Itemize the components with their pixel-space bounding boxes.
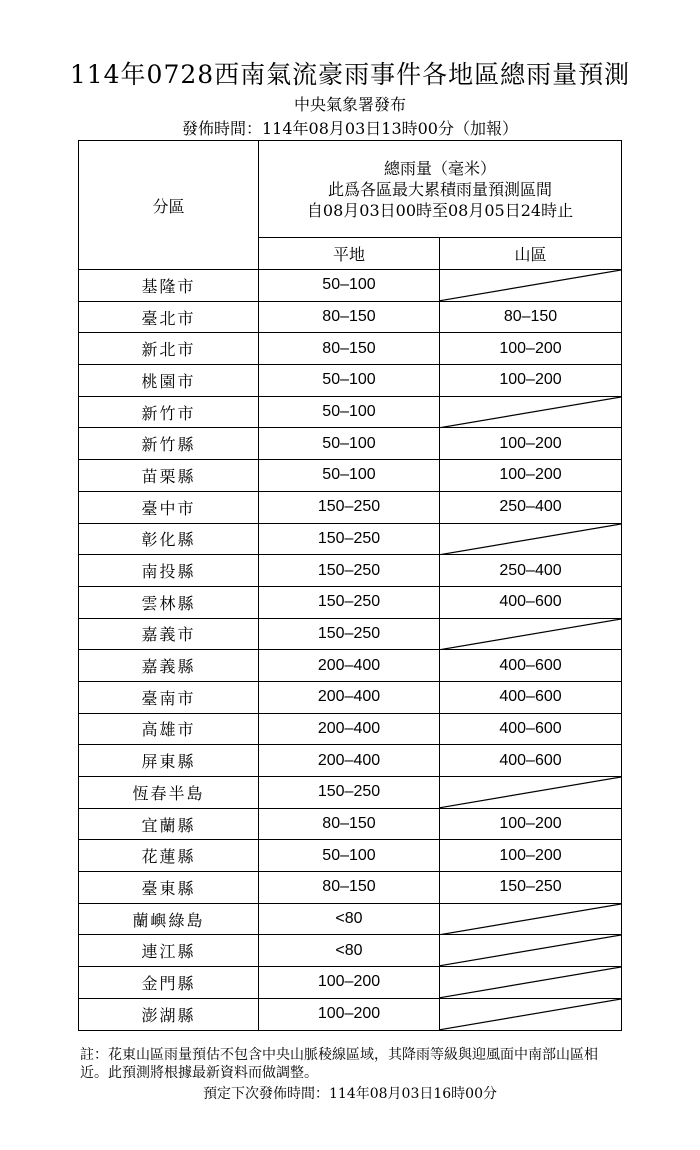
header-region: 分區 — [79, 141, 259, 270]
table-row — [79, 808, 622, 840]
diagonal-slash-icon — [440, 935, 621, 966]
mountain-rainfall-cell: 400–600 — [440, 586, 622, 618]
rainfall-table — [78, 140, 622, 1031]
plain-rainfall-cell: 150–250 — [259, 491, 440, 523]
header-total-rainfall — [259, 141, 622, 238]
mountain-rainfall-cell: 150–250 — [440, 872, 622, 904]
header-total-line2: 此爲各區最大累積雨量預測區間 — [328, 179, 553, 199]
table-row — [79, 586, 622, 618]
mountain-not-applicable-cell — [440, 903, 622, 935]
mountain-not-applicable-cell — [440, 396, 622, 428]
plain-rainfall-cell: 100–200 — [259, 967, 440, 999]
table-row — [79, 491, 622, 523]
region-cell: 臺東縣 — [79, 872, 259, 904]
plain-rainfall-cell: 150–250 — [259, 523, 440, 555]
region-cell: 臺北市 — [79, 301, 259, 333]
region-cell: 南投縣 — [79, 555, 259, 587]
region-cell: 桃園市 — [79, 365, 259, 397]
region-cell: 金門縣 — [79, 967, 259, 999]
mountain-rainfall-cell: 100–200 — [440, 333, 622, 365]
mountain-rainfall-cell: 400–600 — [440, 681, 622, 713]
page-title: 114年0728西南氣流豪雨事件各地區總雨量預測 — [69, 60, 631, 89]
diagonal-slash-icon — [440, 397, 621, 428]
table-row — [79, 903, 622, 935]
region-cell: 宜蘭縣 — [79, 808, 259, 840]
plain-rainfall-cell: 150–250 — [259, 777, 440, 809]
table-row — [79, 460, 622, 492]
footnote: 註：花東山區雨量預估不包含中央山脈稜線區域，其降雨等級與迎風面中南部山區相近。此預測將根據最新資料而做調整。 — [80, 1047, 598, 1081]
plain-rainfall-cell: 150–250 — [259, 555, 440, 587]
region-cell: 恆春半島 — [79, 777, 259, 809]
plain-rainfall-cell: 200–400 — [259, 713, 440, 745]
region-cell: 蘭嶼綠島 — [79, 903, 259, 935]
mountain-not-applicable-cell — [440, 998, 622, 1030]
mountain-rainfall-cell: 400–600 — [440, 650, 622, 682]
region-cell: 彰化縣 — [79, 523, 259, 555]
region-cell: 澎湖縣 — [79, 998, 259, 1030]
mountain-rainfall-cell: 100–200 — [440, 808, 622, 840]
mountain-rainfall-cell: 400–600 — [440, 745, 622, 777]
region-cell: 嘉義縣 — [79, 650, 259, 682]
plain-rainfall-cell: 150–250 — [259, 618, 440, 650]
region-cell: 嘉義市 — [79, 618, 259, 650]
mountain-rainfall-cell: 100–200 — [440, 428, 622, 460]
table-row — [79, 840, 622, 872]
plain-rainfall-cell: 150–250 — [259, 586, 440, 618]
mountain-rainfall-cell: 80–150 — [440, 301, 622, 333]
diagonal-slash-icon — [440, 270, 621, 301]
next-issue-time: 預定下次發佈時間：114年08月03日16時00分 — [203, 1086, 497, 1102]
region-cell: 花蓮縣 — [79, 840, 259, 872]
plain-rainfall-cell: <80 — [259, 903, 440, 935]
publisher: 中央氣象署發布 — [293, 95, 406, 114]
plain-rainfall-cell: 50–100 — [259, 840, 440, 872]
mountain-rainfall-cell: 100–200 — [440, 365, 622, 397]
table-row — [79, 555, 622, 587]
table-row — [79, 681, 622, 713]
diagonal-slash-icon — [440, 967, 621, 998]
mountain-not-applicable-cell — [440, 967, 622, 999]
region-cell: 苗栗縣 — [79, 460, 259, 492]
plain-rainfall-cell: 200–400 — [259, 681, 440, 713]
mountain-rainfall-cell: 250–400 — [440, 555, 622, 587]
region-cell: 臺南市 — [79, 681, 259, 713]
plain-rainfall-cell: 50–100 — [259, 428, 440, 460]
plain-rainfall-cell: <80 — [259, 935, 440, 967]
mountain-rainfall-cell: 100–200 — [440, 460, 622, 492]
plain-rainfall-cell: 50–100 — [259, 460, 440, 492]
table-row — [79, 713, 622, 745]
table-row — [79, 270, 622, 302]
table-row — [79, 618, 622, 650]
header-mountain: 山區 — [440, 238, 622, 270]
region-cell: 屏東縣 — [79, 745, 259, 777]
table-row — [79, 301, 622, 333]
plain-rainfall-cell: 80–150 — [259, 301, 440, 333]
region-cell: 新北市 — [79, 333, 259, 365]
region-cell: 基隆市 — [79, 270, 259, 302]
mountain-not-applicable-cell — [440, 618, 622, 650]
table-row — [79, 523, 622, 555]
table-row — [79, 872, 622, 904]
diagonal-slash-icon — [440, 524, 621, 555]
table-row — [79, 650, 622, 682]
table-row — [79, 777, 622, 809]
plain-rainfall-cell: 50–100 — [259, 270, 440, 302]
table-row — [79, 998, 622, 1030]
table-row — [79, 333, 622, 365]
plain-rainfall-cell: 100–200 — [259, 998, 440, 1030]
table-row — [79, 428, 622, 460]
plain-rainfall-cell: 80–150 — [259, 808, 440, 840]
diagonal-slash-icon — [440, 777, 621, 808]
plain-rainfall-cell: 80–150 — [259, 872, 440, 904]
table-row — [79, 745, 622, 777]
region-cell: 新竹縣 — [79, 428, 259, 460]
header-total-line1: 總雨量（毫米） — [384, 158, 497, 178]
region-cell: 新竹市 — [79, 396, 259, 428]
plain-rainfall-cell: 80–150 — [259, 333, 440, 365]
mountain-rainfall-cell: 250–400 — [440, 491, 622, 523]
plain-rainfall-cell: 200–400 — [259, 650, 440, 682]
mountain-rainfall-cell: 100–200 — [440, 840, 622, 872]
region-cell: 雲林縣 — [79, 586, 259, 618]
header-total-line3: 自08月03日00時至08月05日24時止 — [306, 200, 574, 220]
diagonal-slash-icon — [440, 619, 621, 650]
table-row — [79, 967, 622, 999]
table-row — [79, 935, 622, 967]
issue-time: 發佈時間：114年08月03日13時00分（加報） — [182, 119, 518, 138]
region-cell: 連江縣 — [79, 935, 259, 967]
plain-rainfall-cell: 50–100 — [259, 365, 440, 397]
table-body — [79, 270, 622, 1031]
region-cell: 高雄市 — [79, 713, 259, 745]
header-plain: 平地 — [259, 238, 440, 270]
mountain-not-applicable-cell — [440, 523, 622, 555]
diagonal-slash-icon — [440, 904, 621, 935]
region-cell: 臺中市 — [79, 491, 259, 523]
table-row — [79, 396, 622, 428]
plain-rainfall-cell: 50–100 — [259, 396, 440, 428]
mountain-not-applicable-cell — [440, 935, 622, 967]
plain-rainfall-cell: 200–400 — [259, 745, 440, 777]
mountain-not-applicable-cell — [440, 270, 622, 302]
mountain-not-applicable-cell — [440, 777, 622, 809]
table-row — [79, 365, 622, 397]
diagonal-slash-icon — [440, 999, 621, 1030]
mountain-rainfall-cell: 400–600 — [440, 713, 622, 745]
